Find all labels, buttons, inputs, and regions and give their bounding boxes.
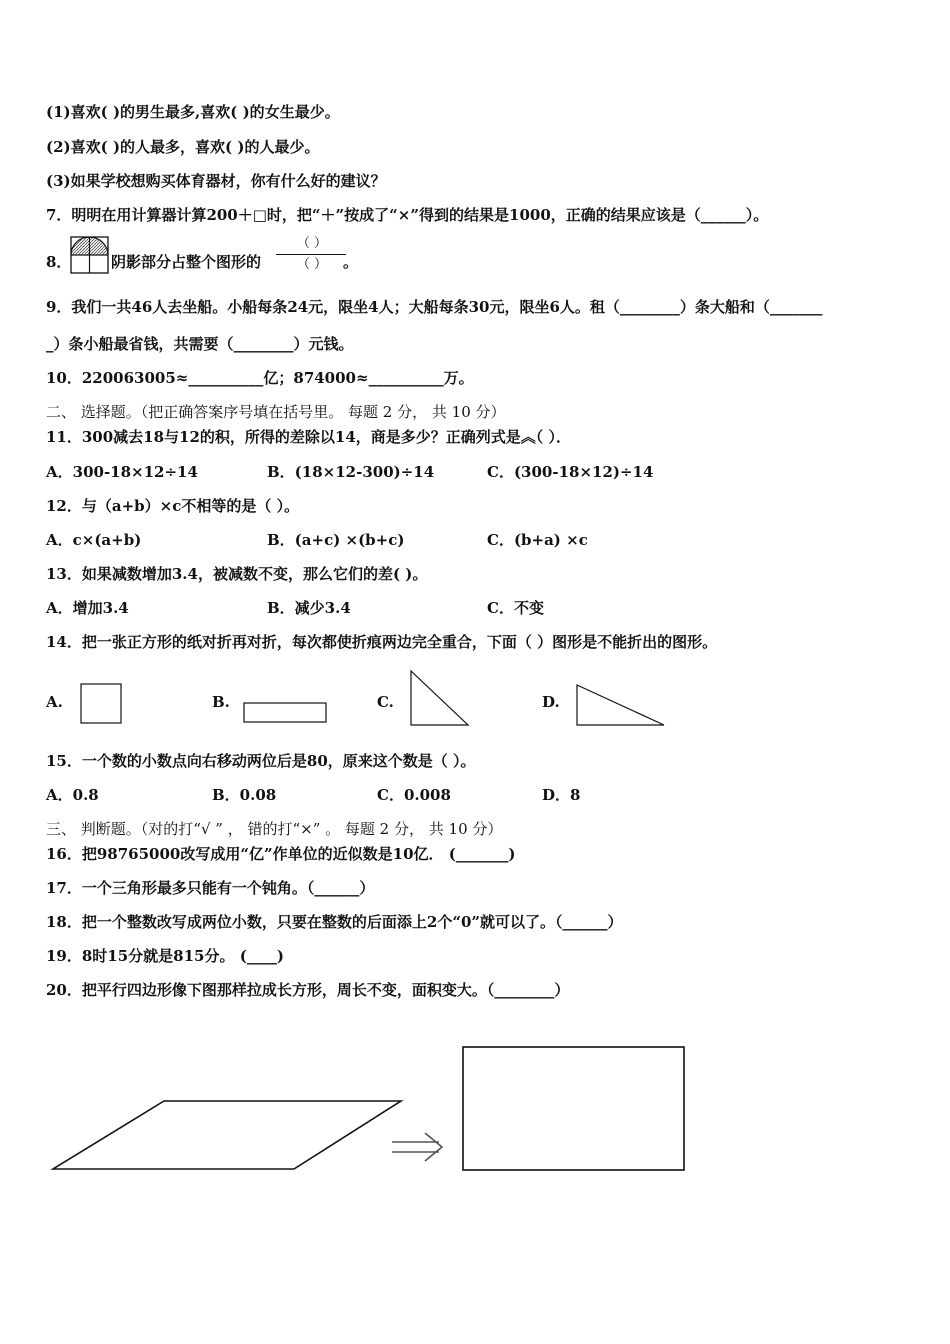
q6-sub-3: (3)如果学校想购买体育器材，你有什么好的建议？ xyxy=(46,172,386,190)
q14-square-shape xyxy=(80,683,124,725)
q12-option-b: B．(a+c) ×(b+c) xyxy=(267,531,405,549)
question-8-number: 8． xyxy=(46,253,72,271)
q13-option-b: B．减少3.4 xyxy=(267,599,351,617)
q20-rectangle-shape xyxy=(461,1045,687,1173)
question-8-end: 。 xyxy=(343,253,359,271)
q8-fraction-bar xyxy=(276,254,346,255)
q20-double-arrow-icon xyxy=(391,1131,445,1165)
question-10: 10．220063005≈__________亿；874000≈__________万。 xyxy=(46,369,474,387)
q14-label-b: B. xyxy=(212,693,230,711)
question-9-line-2: _）条小船最省钱，共需要（________）元钱。 xyxy=(46,335,354,353)
question-11: 11．300减去18与12的积，所得的差除以14，商是多少？正确列式是︽（ ）． xyxy=(46,428,572,446)
q13-option-a: A．增加3.4 xyxy=(46,599,129,617)
question-18: 18．把一个整数改写成两位小数，只要在整数的后面添上2个“0”就可以了。（______） xyxy=(46,913,623,931)
q8-numerator: （ ） xyxy=(296,236,328,251)
question-13: 13．如果减数增加3.4，被减数不变，那么它们的差( )。 xyxy=(46,565,428,583)
question-16: 16．把98765000改写成用“亿”作单位的近似数是10亿． (_______) xyxy=(46,845,516,863)
q11-option-c: C．(300-18×12)÷14 xyxy=(487,463,654,481)
question-9-line-1: 9．我们一共46人去坐船。小船每条24元，限坐4人；大船每条30元，限坐6人。租（________）条大船和（_______ xyxy=(46,298,823,316)
q15-option-a: A．0.8 xyxy=(46,786,99,804)
q12-option-c: C．(b+a) ×c xyxy=(487,531,588,549)
question-14: 14．把一张正方形的纸对折再对折，每次都使折痕两边完全重合，下面（ ）图形是不能折出的图形。 xyxy=(46,633,718,651)
q12-option-a: A．c×(a+b) xyxy=(46,531,142,549)
q14-label-a: A. xyxy=(46,693,63,711)
q14-rectangle-shape xyxy=(243,702,329,724)
section-2-heading: 二、 选择题。（把正确答案序号填在括号里。 每题 2 分， 共 10 分） xyxy=(46,403,506,421)
question-20: 20．把平行四边形像下图那样拉成长方形，周长不变，面积变大。（________） xyxy=(46,981,570,999)
q20-parallelogram-shape xyxy=(50,1098,404,1172)
q15-option-c: C．0.008 xyxy=(377,786,451,804)
question-17: 17．一个三角形最多只能有一个钝角。（______） xyxy=(46,879,375,897)
question-15: 15．一个数的小数点向右移动两位后是80，原来这个数是（ ）。 xyxy=(46,752,476,770)
q14-label-d: D. xyxy=(542,693,560,711)
q13-option-c: C．不变 xyxy=(487,599,544,617)
question-12: 12．与（a+b）×c不相等的是（ ）。 xyxy=(46,497,300,515)
q11-option-b: B．(18×12-300)÷14 xyxy=(267,463,435,481)
question-8-text: 阴影部分占整个图形的 xyxy=(111,253,262,271)
q6-sub-1: (1)喜欢( )的男生最多,喜欢( )的女生最少。 xyxy=(46,103,340,121)
q14-right-isosceles-triangle-shape xyxy=(409,670,471,727)
q11-option-a: A．300-18×12÷14 xyxy=(46,463,198,481)
q15-option-b: B．0.08 xyxy=(212,786,277,804)
q15-option-d: D．8 xyxy=(542,786,581,804)
section-3-heading: 三、 判断题。（对的打“√ ” ， 错的打“×” 。 每题 2 分， 共 10 分） xyxy=(46,820,503,838)
q8-shaded-figure xyxy=(70,236,110,274)
q14-label-c: C. xyxy=(377,693,394,711)
q14-right-scalene-triangle-shape xyxy=(575,684,667,728)
q8-denominator: （ ） xyxy=(296,257,328,272)
q6-sub-2: (2)喜欢( )的人最多，喜欢( )的人最少。 xyxy=(46,138,320,156)
question-19: 19．8时15分就是815分。 (____) xyxy=(46,947,284,965)
question-7: 7．明明在用计算器计算200＋□时，把“＋”按成了“×”得到的结果是1000，正确的结果应该是（______）。 xyxy=(46,206,769,224)
